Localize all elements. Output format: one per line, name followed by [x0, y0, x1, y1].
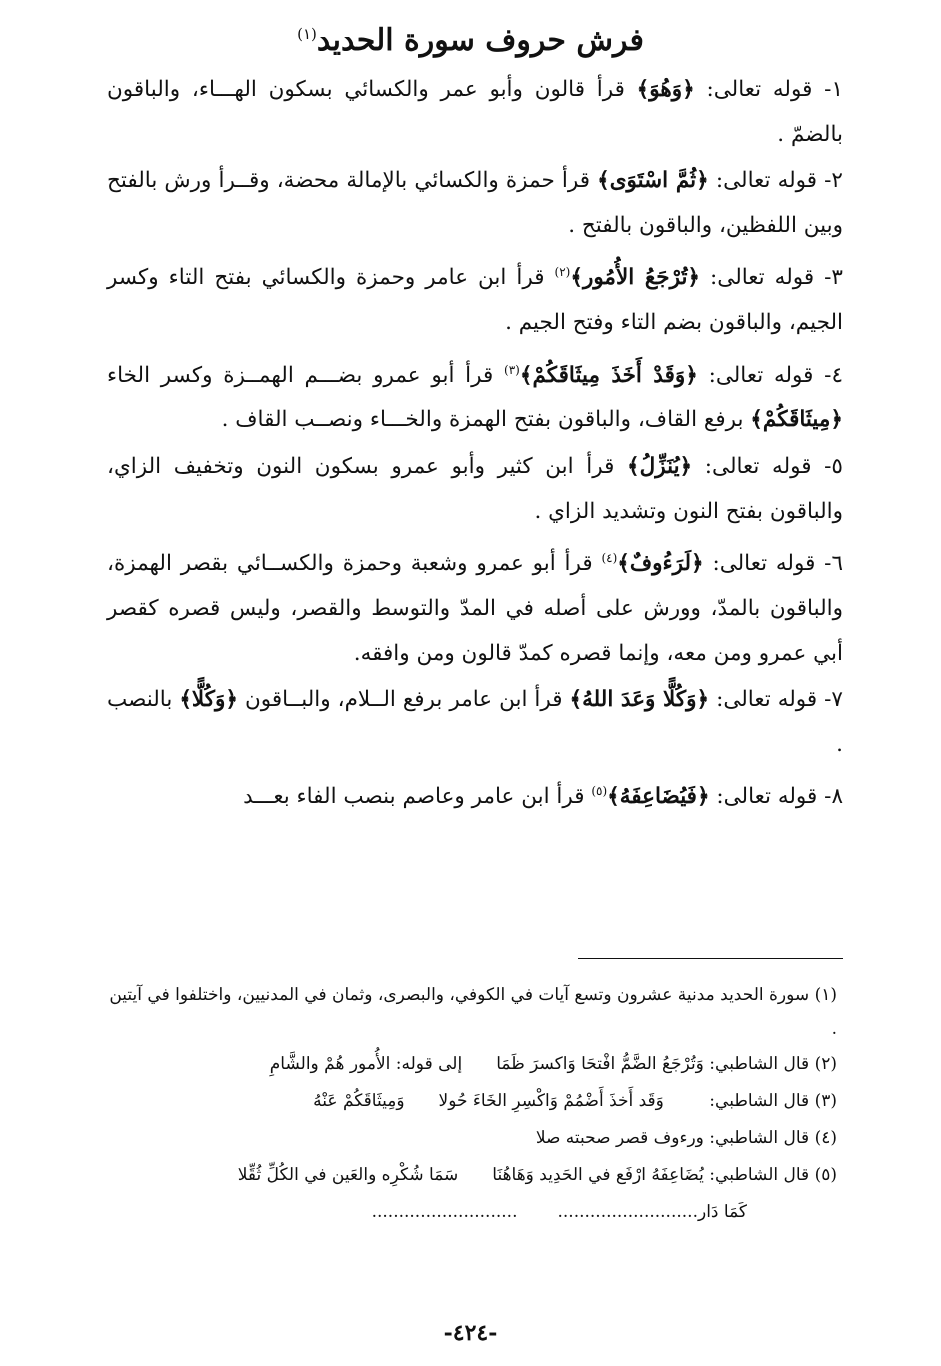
main-text — [107, 68, 843, 820]
footnote-4 — [105, 1120, 837, 1157]
entry-intro: قوله تعالى: — [692, 454, 812, 480]
footnote-1 — [105, 978, 837, 1046]
entry-text: قرأ أبو عمرو وشعبة وحمزة والكســائي بقصر الهمزة، والباقون بالمدّ، وورش على أصله في المدّ والتوسط والقصر، وليس قصره كقصر أبي عمرو ومن معه، وإنما قصره كمدّ قالون ومن وافقه. — [107, 551, 843, 666]
title-footnote-mark: (١) — [297, 25, 317, 43]
footnote-mark: (٣) — [504, 362, 520, 377]
footnote-mark: (٥) — [591, 784, 608, 799]
quran-word: ﴿تُرْجَعُ الأُمُور﴾ — [570, 265, 701, 291]
entry-text: قرأ ابن عامر وحمزة والكسائي بفتح التاء وكسر الجيم، والباقون بضم التاء وفتح الجيم . — [107, 265, 843, 336]
poem-verse — [468, 1120, 704, 1157]
footnote-number: (٥) — [809, 1165, 837, 1185]
entry-number: ٣- — [814, 265, 843, 291]
entry-text: قرأ أبو عمرو بضـــم الهمــزة وكسر الخاء — [107, 362, 505, 388]
footnote-3 — [105, 1083, 837, 1120]
verse-continuation-2: ........................... — [371, 1202, 518, 1222]
entry-intro: قوله تعالى: — [697, 362, 814, 388]
entry-text-2: برفع القاف، والباقون بفتح الهمزة والخـــاء ونصــب القاف . — [221, 407, 751, 433]
entry-text: قرأ حمزة والكسائي بالإمالة محضة، وقــرأ ورش بالفتح وبين اللفظين، والباقون بالفتح . — [107, 168, 843, 238]
entry-intro: قوله تعالى: — [709, 784, 818, 810]
entry-number: ٧- — [817, 687, 843, 713]
verse-hemistich-1: وَتُرْجَعُ الضَّمُّ افْتحَا وَاكسرَ ظَمَا — [496, 1054, 704, 1074]
title-text: فرش حروف سورة الحديد — [316, 23, 644, 58]
entry-number: ٢- — [817, 168, 843, 194]
footnote-number: (٣) — [809, 1091, 837, 1111]
footnote-text: قال الشاطبي: — [703, 1128, 810, 1148]
footnote-number: (٤) — [809, 1128, 837, 1148]
entry-intro: قوله تعالى: — [709, 687, 818, 713]
entry-8 — [107, 769, 843, 820]
footnote-divider — [578, 958, 843, 959]
entry-number: ٥- — [811, 454, 843, 480]
entry-number: ٦- — [815, 551, 843, 577]
quran-word: ﴿وَقَدْ أَخَذَ مِيثَاقَكُمْ﴾ — [519, 362, 698, 388]
verse-hemistich-1: وَقَد أَخذَ أَضْمُمْ وَاكْسِرِ الخَاءَ حُولا — [438, 1091, 664, 1111]
quran-word-2: ﴿مِيثَاقَكُمْ﴾ — [750, 407, 843, 433]
entry-text-2: بالنصب . — [107, 687, 843, 757]
footnote-5 — [105, 1157, 837, 1194]
footnote-mark: (٢) — [554, 265, 571, 280]
footnote-text: قال الشاطبي: — [703, 1054, 810, 1074]
entry-7 — [107, 678, 843, 767]
verse-hemistich-1: يُضَاعِفَهُ ارْفَع في الحَدِيد وَهَاهُنَا — [492, 1165, 704, 1185]
entry-5 — [107, 445, 843, 534]
page-title — [0, 12, 941, 63]
entry-3 — [107, 250, 843, 345]
verse-continuation-1: كَمَا دَار.......................... — [557, 1202, 747, 1222]
entry-number: ١- — [812, 77, 843, 102]
poem-verse — [204, 1157, 704, 1194]
entry-2 — [107, 159, 843, 248]
footnote-number: (٢) — [809, 1054, 837, 1074]
verse-hemistich-2: وَمِيثَاقَكُمْ عَنْهُ — [313, 1091, 405, 1111]
quran-word: ﴿لَرَءُوفٌ﴾ — [617, 551, 704, 577]
quran-word: ﴿فَيُضَاعِفَهُ﴾ — [607, 784, 710, 810]
footnote-text: قال الشاطبي: — [703, 1165, 810, 1185]
quran-word: ﴿ثُمَّ اسْتَوَى﴾ — [597, 168, 709, 194]
quran-word: ﴿وَهُوَ﴾ — [636, 77, 695, 102]
entry-6 — [107, 536, 843, 676]
entry-4 — [107, 348, 843, 443]
quran-word-2: ﴿وَكُلًّا﴾ — [179, 687, 238, 713]
entry-text: قرأ ابن كثير وأبو عمرو بسكون النون وتخفيف الزاي، والباقون بفتح النون وتشديد الزاي . — [107, 454, 843, 524]
footnote-mark: (٤) — [601, 551, 618, 566]
page-number: -٤٢٤- — [443, 1320, 498, 1346]
entry-intro: قوله تعالى: — [703, 551, 816, 577]
verse-hemistich-2: إلى قوله: الأُمور هُمْ والشَّامِ — [269, 1054, 463, 1074]
quran-word: ﴿وَكُلًّا وَعَدَ اللهُ﴾ — [569, 687, 710, 713]
footnote-5-continuation — [105, 1194, 837, 1230]
footnote-text: قال الشاطبي: — [703, 1091, 810, 1111]
verse-hemistich-2: سَمَا شُكْرِه والعَين في الكُلِّ ثُقِّلا — [237, 1165, 459, 1185]
entry-number: ٨- — [817, 784, 843, 810]
footnote-2 — [105, 1046, 837, 1083]
entry-text: قرأ ابن عامر برفع الــلام، والبــاقون — [237, 687, 570, 713]
footnote-text: سورة الحديد مدنية عشرون وتسع آيات في الكوفي، والبصرى، وثمان في المدنيين، واختلفوا في آيتين . — [109, 985, 837, 1039]
entry-1 — [107, 68, 843, 157]
footnotes — [105, 978, 837, 1230]
poem-verse — [279, 1083, 664, 1120]
entry-intro: قوله تعالى: — [700, 265, 815, 291]
entry-text: قرأ قالون وأبو عمر والكسائي بسكون الهـــاء، والباقون بالضمّ . — [107, 77, 843, 147]
entry-intro: قوله تعالى: — [708, 168, 818, 194]
entry-intro: قوله تعالى: — [694, 77, 813, 102]
quran-word: ﴿يُنَزِّلُ﴾ — [627, 454, 693, 480]
entry-number: ٤- — [813, 362, 843, 388]
entry-text: قرأ ابن عامر وعاصم بنصب الفاء بعـــد — [243, 784, 592, 810]
verse-hemistich-1: ورءوف قصر صحبته صلا — [535, 1128, 704, 1148]
footnote-number: (١) — [809, 985, 837, 1005]
poem-verse — [236, 1046, 704, 1083]
